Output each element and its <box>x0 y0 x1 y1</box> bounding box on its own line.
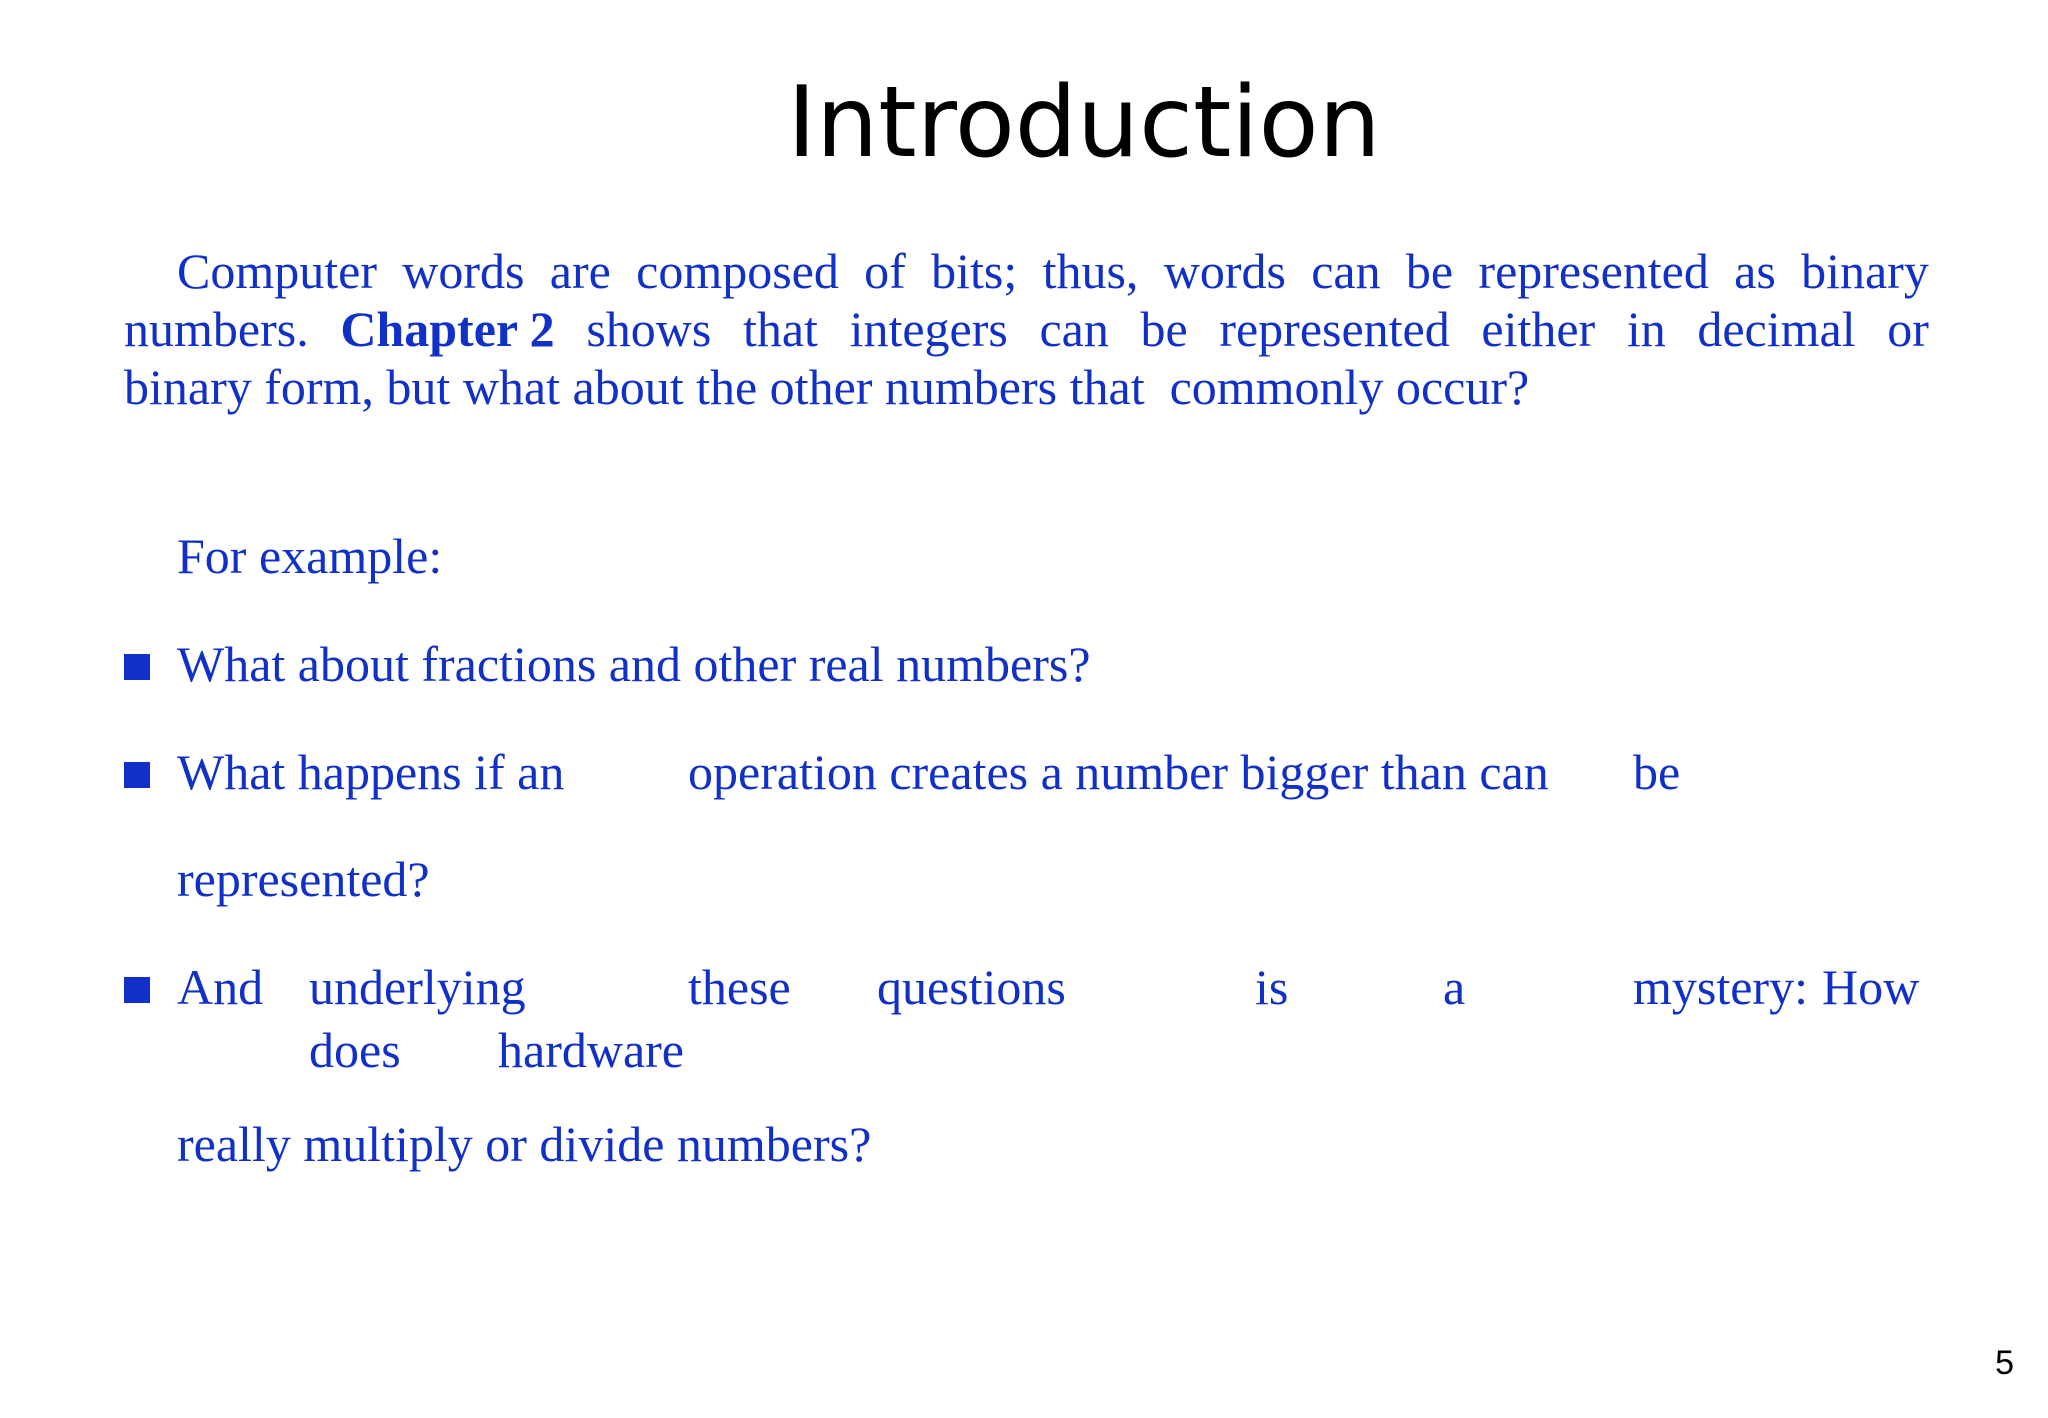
bullet-3-word: is <box>1255 959 1289 1015</box>
bullet-2-part-3: be <box>1633 744 1681 800</box>
word: binary <box>1801 243 1929 299</box>
word: composed <box>636 243 839 299</box>
slide-title: Introduction <box>787 66 1381 180</box>
bullet-3-word: How <box>1822 959 1920 1015</box>
bullet-3-word: mystery: <box>1633 959 1808 1015</box>
bullet-2-part-1: What happens if an <box>177 744 565 800</box>
bullet-square-icon <box>124 762 150 788</box>
bullet-1-text: What about fractions and other real numbers? <box>177 636 1091 692</box>
bullet-3-continuation: really multiply or divide numbers? <box>177 1116 872 1172</box>
word: can <box>1311 243 1381 299</box>
word: be <box>1405 243 1454 299</box>
paragraph-line-1 <box>124 242 1929 300</box>
word: represented <box>1219 301 1450 357</box>
bullet-2-part-2: operation creates a number bigger than can <box>688 744 1549 800</box>
paragraph-line-2 <box>124 300 1929 358</box>
for-example-label: For example: <box>177 528 443 584</box>
bullet-square-icon <box>124 977 150 1003</box>
word: words <box>1163 243 1286 299</box>
word: of <box>864 243 906 299</box>
word: or <box>1887 301 1929 357</box>
page-number: 5 <box>1995 1344 2014 1382</box>
intro-paragraph <box>124 242 1929 416</box>
word: can <box>1039 301 1109 357</box>
bullet-3-word: And <box>177 959 264 1015</box>
bullet-3-word: hardware <box>498 1022 684 1078</box>
word: decimal <box>1697 301 1856 357</box>
bullet-3-word: these <box>688 959 791 1015</box>
word: words <box>402 243 525 299</box>
bullet-2-continuation: represented? <box>177 851 430 907</box>
bullet-3-word: underlying <box>309 959 526 1015</box>
word: Computer <box>177 243 377 299</box>
word: be <box>1140 301 1188 357</box>
word: as <box>1734 243 1776 299</box>
bullet-square-icon <box>124 654 150 680</box>
bullet-3-word: a <box>1443 959 1466 1015</box>
word: that <box>742 301 818 357</box>
word: either <box>1481 301 1596 357</box>
bullet-3-word: does <box>309 1022 401 1078</box>
word: integers <box>849 301 1008 357</box>
paragraph-line-3 <box>124 358 1929 416</box>
word: in <box>1626 301 1666 357</box>
word: thus, <box>1042 243 1139 299</box>
word: bits; <box>931 243 1018 299</box>
paragraph-line-3-text: binary form, but what about the other numbers that commonly occur? <box>124 359 1530 415</box>
word: numbers. <box>124 301 309 357</box>
word: represented <box>1478 243 1709 299</box>
bullet-3-word: questions <box>877 959 1066 1015</box>
word: are <box>549 243 611 299</box>
word: shows <box>586 301 712 357</box>
chapter-reference: Chapter 2 <box>340 301 555 357</box>
